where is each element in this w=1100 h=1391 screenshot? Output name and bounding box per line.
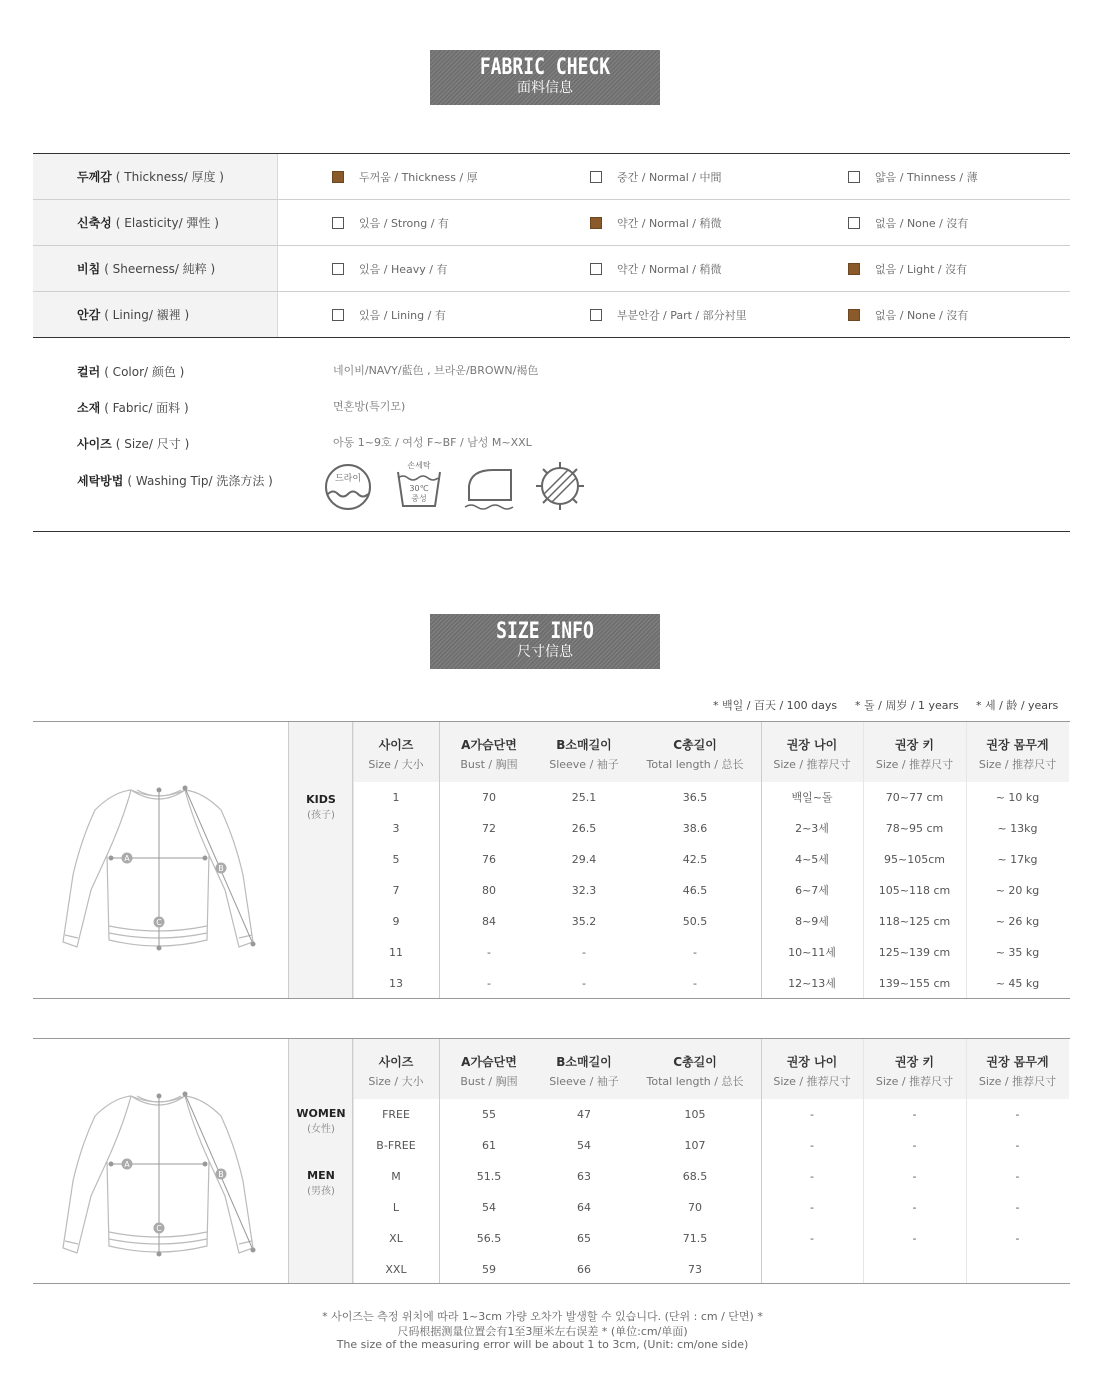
size-grid bbox=[288, 1039, 1070, 1283]
table-cell bbox=[761, 1254, 863, 1285]
fabric-option-label: 두꺼움 / Thickness / 厚 bbox=[359, 170, 478, 184]
table-cell: 84 bbox=[482, 915, 496, 928]
table-cell: - bbox=[810, 1108, 814, 1121]
table-cell: 55 bbox=[482, 1108, 496, 1121]
table-cell: - bbox=[810, 1232, 814, 1245]
kids-size-table bbox=[33, 721, 1070, 999]
table-cell: - bbox=[693, 946, 697, 959]
category-label: MEN (男孩) bbox=[307, 1169, 335, 1197]
note-1year: * 돌 / 周岁 / 1 years bbox=[855, 699, 959, 712]
fabric-option[interactable] bbox=[848, 292, 968, 337]
size-info-title: SIZE INFO bbox=[496, 619, 594, 644]
fabric-option[interactable] bbox=[332, 292, 446, 337]
table-cell: 59 bbox=[482, 1263, 496, 1276]
svg-text:손세탁: 손세탁 bbox=[407, 461, 431, 470]
table-cell: 9 bbox=[392, 915, 400, 928]
column-header: B소매길이 Sleeve / 袖子 bbox=[539, 1039, 629, 1099]
fabric-value: 면혼방(특기모) bbox=[333, 400, 406, 413]
note-100days: * 백일 / 百天 / 100 days bbox=[713, 699, 838, 712]
measure-c-marker bbox=[154, 1223, 165, 1234]
table-cell: 47 bbox=[577, 1108, 591, 1121]
svg-text:C: C bbox=[156, 918, 162, 927]
column-header: C총길이 Total length / 总长 bbox=[629, 722, 761, 782]
fabric-option-label: 있음 / Strong / 有 bbox=[359, 216, 449, 230]
table-cell: - bbox=[912, 1139, 917, 1152]
table-cell: ~ 20 kg bbox=[995, 884, 1040, 897]
fabric-option-label: 중간 / Normal / 中間 bbox=[617, 170, 722, 184]
fabric-row bbox=[33, 200, 1070, 246]
fabric-check-subtitle: 面料信息 bbox=[517, 80, 573, 96]
checkbox-unchecked[interactable] bbox=[590, 171, 602, 183]
fabric-row bbox=[33, 292, 1070, 338]
fabric-option-label: 없음 / None / 沒有 bbox=[875, 216, 969, 230]
table-cell: 70 bbox=[482, 791, 496, 804]
table-cell: - bbox=[582, 946, 586, 959]
table-cell: - bbox=[810, 1139, 814, 1152]
table-cell: 72 bbox=[482, 822, 496, 835]
table-cell: XXL bbox=[385, 1263, 407, 1276]
hand-wash-icon bbox=[398, 460, 440, 506]
measure-b-marker bbox=[216, 1169, 227, 1180]
table-cell: - bbox=[912, 1170, 917, 1183]
sweater-diagram bbox=[33, 1036, 288, 1276]
checkbox-checked[interactable] bbox=[848, 263, 860, 275]
table-cell: 50.5 bbox=[682, 915, 708, 928]
table-cell: ~ 26 kg bbox=[995, 915, 1040, 928]
column-header: 사이즈 Size / 大小 bbox=[353, 1039, 439, 1099]
table-cell: 95~105cm bbox=[884, 853, 945, 866]
column-header: 권장 나이 Size / 推荐尺寸 bbox=[761, 722, 863, 782]
table-cell: L bbox=[392, 1201, 400, 1214]
fabric-option-label: 없음 / None / 沒有 bbox=[875, 308, 969, 322]
table-cell: 12~13세 bbox=[788, 977, 836, 990]
table-cell: 7 bbox=[392, 884, 400, 897]
fabric-option[interactable] bbox=[332, 154, 478, 199]
table-cell: ~ 45 kg bbox=[995, 977, 1040, 990]
size-info-subtitle: 尺寸信息 bbox=[517, 644, 573, 660]
svg-text:B: B bbox=[218, 864, 224, 873]
fabric-option[interactable] bbox=[848, 154, 978, 199]
column-header: 사이즈 Size / 大小 bbox=[353, 722, 439, 782]
table-cell: 4~5세 bbox=[795, 853, 829, 866]
column-header: 권장 몸무게 Size / 推荐尺寸 bbox=[966, 722, 1069, 782]
table-cell: - bbox=[1015, 1201, 1020, 1214]
fabric-option[interactable] bbox=[332, 200, 449, 245]
table-cell: 80 bbox=[482, 884, 496, 897]
table-cell: 139~155 cm bbox=[878, 977, 951, 990]
checkbox-unchecked[interactable] bbox=[332, 217, 344, 229]
table-cell: - bbox=[912, 1201, 917, 1214]
table-cell: 6~7세 bbox=[795, 884, 829, 897]
svg-text:B: B bbox=[218, 1170, 224, 1179]
table-cell: - bbox=[1015, 1108, 1020, 1121]
table-cell: 25.1 bbox=[571, 791, 597, 804]
table-cell: FREE bbox=[382, 1108, 410, 1121]
fabric-check-title: FABRIC CHECK bbox=[479, 55, 611, 80]
table-cell: 65 bbox=[577, 1232, 591, 1245]
table-cell: 71.5 bbox=[682, 1232, 708, 1245]
table-cell: XL bbox=[389, 1232, 403, 1245]
product-info-block bbox=[33, 338, 1070, 532]
color-label: 컬러 ( Color/ 颜色 ) bbox=[77, 365, 185, 379]
table-cell: 73 bbox=[688, 1263, 702, 1276]
table-cell: - bbox=[1015, 1139, 1020, 1152]
table-cell: M bbox=[391, 1170, 401, 1183]
table-cell bbox=[966, 1254, 1069, 1285]
washing-label: 세탁방법 ( Washing Tip/ 洗涤方法 ) bbox=[77, 474, 273, 488]
table-cell: 35.2 bbox=[571, 915, 597, 928]
table-cell: 1 bbox=[392, 791, 400, 804]
svg-text:30℃: 30℃ bbox=[409, 484, 429, 493]
table-cell: 105~118 cm bbox=[878, 884, 951, 897]
column-header: 권장 나이 Size / 推荐尺寸 bbox=[761, 1039, 863, 1099]
table-cell: ~ 13kg bbox=[997, 822, 1038, 835]
table-cell: ~ 17kg bbox=[997, 853, 1038, 866]
checkbox-checked[interactable] bbox=[590, 217, 602, 229]
category-label: WOMEN (女性) bbox=[296, 1107, 346, 1135]
table-cell: ~ 10 kg bbox=[995, 791, 1040, 804]
table-cell: - bbox=[693, 977, 697, 990]
fabric-option-label: 약간 / Normal / 稍微 bbox=[617, 262, 722, 276]
checkbox-checked[interactable] bbox=[848, 309, 860, 321]
column-header: A가슴단면 Bust / 胸围 bbox=[439, 1039, 539, 1099]
size-value: 아동 1~9호 / 여성 F~BF / 남성 M~XXL bbox=[333, 436, 532, 449]
table-cell: - bbox=[487, 946, 491, 959]
fabric-option-label: 부분안감 / Part / 部分衬里 bbox=[617, 308, 747, 322]
column-header: C총길이 Total length / 总长 bbox=[629, 1039, 761, 1099]
size-grid bbox=[288, 722, 1070, 998]
table-cell: 61 bbox=[482, 1139, 496, 1152]
fabric-option[interactable] bbox=[590, 246, 721, 291]
column-header: 권장 몸무게 Size / 推荐尺寸 bbox=[966, 1039, 1069, 1099]
table-cell: 32.3 bbox=[571, 884, 597, 897]
table-cell: 54 bbox=[482, 1201, 496, 1214]
table-cell: - bbox=[1015, 1170, 1020, 1183]
svg-text:C: C bbox=[156, 1224, 162, 1233]
footer-note-en: The size of the measuring error will be about 1 to 3cm, (Unit: cm/one side) bbox=[336, 1338, 749, 1351]
table-cell: 11 bbox=[389, 946, 403, 959]
table-cell: 64 bbox=[577, 1201, 591, 1214]
iron-icon bbox=[465, 470, 513, 509]
measure-b-marker bbox=[216, 863, 227, 874]
table-cell: 26.5 bbox=[571, 822, 597, 835]
table-cell: 125~139 cm bbox=[878, 946, 951, 959]
note-years: * 세 / 龄 / years bbox=[976, 699, 1059, 712]
svg-text:A: A bbox=[124, 854, 130, 863]
table-cell: 13 bbox=[389, 977, 403, 990]
checkbox-checked[interactable] bbox=[332, 171, 344, 183]
table-cell: 5 bbox=[392, 853, 400, 866]
checkbox-unchecked[interactable] bbox=[848, 171, 860, 183]
table-cell: ~ 35 kg bbox=[995, 946, 1040, 959]
column-header: A가슴단면 Bust / 胸围 bbox=[439, 722, 539, 782]
table-cell bbox=[863, 1254, 966, 1285]
table-cell: - bbox=[1015, 1232, 1020, 1245]
fabric-row-label: 신축성 ( Elasticity/ 彈性 ) bbox=[33, 200, 278, 245]
sweater-diagram bbox=[33, 730, 288, 970]
table-cell: 29.4 bbox=[571, 853, 597, 866]
washing-icons bbox=[323, 460, 593, 516]
table-cell: 76 bbox=[482, 853, 496, 866]
fabric-row bbox=[33, 154, 1070, 200]
dry-clean-icon bbox=[326, 465, 370, 509]
fabric-option[interactable] bbox=[590, 154, 721, 199]
fabric-option[interactable] bbox=[332, 246, 447, 291]
svg-text:드라이: 드라이 bbox=[334, 474, 362, 484]
table-cell: - bbox=[487, 977, 491, 990]
table-cell: 70 bbox=[688, 1201, 702, 1214]
column-header: 권장 키 Size / 推荐尺寸 bbox=[863, 1039, 966, 1099]
table-cell: 118~125 cm bbox=[878, 915, 951, 928]
fabric-option[interactable] bbox=[848, 246, 967, 291]
column-header: B소매길이 Sleeve / 袖子 bbox=[539, 722, 629, 782]
footer-note-ko: * 사이즈는 측정 위치에 따라 1~3cm 가량 오차가 발생할 수 있습니다. (단위 : cm / 단면) * bbox=[322, 1310, 763, 1323]
fabric-option[interactable] bbox=[590, 200, 721, 245]
table-cell: 56.5 bbox=[476, 1232, 502, 1245]
measure-c-marker bbox=[154, 917, 165, 928]
table-cell: B-FREE bbox=[376, 1139, 416, 1152]
table-cell: 백일~돌 bbox=[791, 791, 833, 804]
fabric-option-label: 없음 / Light / 沒有 bbox=[875, 262, 968, 276]
checkbox-unchecked[interactable] bbox=[332, 309, 344, 321]
fabric-label: 소재 ( Fabric/ 面料 ) bbox=[77, 401, 189, 415]
footer-note-cn: 尺码根据测量位置会有1至3厘米左右误差 * (单位:cm/单面) bbox=[397, 1325, 688, 1338]
table-cell: 36.5 bbox=[682, 791, 708, 804]
table-cell: - bbox=[912, 1232, 917, 1245]
checkbox-unchecked[interactable] bbox=[848, 217, 860, 229]
size-info-banner bbox=[430, 614, 660, 669]
table-cell: - bbox=[582, 977, 586, 990]
fabric-option-label: 약간 / Normal / 稍微 bbox=[617, 216, 722, 230]
fabric-row-label: 두께감 ( Thickness/ 厚度 ) bbox=[33, 154, 278, 199]
column-header: 권장 키 Size / 推荐尺寸 bbox=[863, 722, 966, 782]
measure-a-marker bbox=[122, 853, 133, 864]
checkbox-unchecked[interactable] bbox=[590, 263, 602, 275]
table-cell: 105 bbox=[684, 1108, 706, 1121]
no-tumble-dry-icon bbox=[536, 462, 584, 510]
fabric-check-table bbox=[33, 153, 1070, 338]
fabric-option[interactable] bbox=[590, 292, 747, 337]
category-label: KIDS (孩子) bbox=[306, 793, 336, 821]
svg-text:A: A bbox=[124, 1160, 130, 1169]
checkbox-unchecked[interactable] bbox=[590, 309, 602, 321]
table-cell: 3 bbox=[392, 822, 400, 835]
table-cell: 68.5 bbox=[682, 1170, 708, 1183]
fabric-check-banner bbox=[430, 50, 660, 105]
table-cell: - bbox=[810, 1170, 814, 1183]
fabric-row bbox=[33, 246, 1070, 292]
size-label: 사이즈 ( Size/ 尺寸 ) bbox=[77, 437, 190, 451]
checkbox-unchecked[interactable] bbox=[332, 263, 344, 275]
fabric-option-label: 있음 / Lining / 有 bbox=[359, 308, 446, 322]
fabric-row-label: 안감 ( Lining/ 襯裡 ) bbox=[33, 292, 278, 337]
table-cell: 46.5 bbox=[682, 884, 708, 897]
table-cell: 2~3세 bbox=[795, 822, 829, 835]
table-cell: 54 bbox=[577, 1139, 591, 1152]
table-cell: - bbox=[912, 1108, 917, 1121]
fabric-option[interactable] bbox=[848, 200, 968, 245]
fabric-option-label: 얇음 / Thinness / 薄 bbox=[875, 170, 978, 184]
adult-size-table bbox=[33, 1038, 1070, 1284]
table-cell: 38.6 bbox=[682, 822, 708, 835]
measure-a-marker bbox=[122, 1159, 133, 1170]
table-cell: 107 bbox=[684, 1139, 706, 1152]
table-cell: 10~11세 bbox=[788, 946, 836, 959]
table-cell: 70~77 cm bbox=[885, 791, 944, 804]
table-cell: 66 bbox=[577, 1263, 591, 1276]
table-cell: - bbox=[810, 1201, 814, 1214]
color-value: 네이비/NAVY/藍色 , 브라운/BROWN/褐色 bbox=[333, 364, 539, 377]
table-cell: 63 bbox=[577, 1170, 591, 1183]
fabric-option-label: 있음 / Heavy / 有 bbox=[359, 262, 448, 276]
table-cell: 42.5 bbox=[682, 853, 708, 866]
category-column bbox=[289, 722, 353, 998]
category-column bbox=[289, 1039, 353, 1283]
table-cell: 78~95 cm bbox=[885, 822, 944, 835]
svg-text:중성: 중성 bbox=[411, 494, 427, 503]
table-cell: 51.5 bbox=[476, 1170, 502, 1183]
fabric-row-label: 비침 ( Sheerness/ 純粹 ) bbox=[33, 246, 278, 291]
table-cell: 8~9세 bbox=[795, 915, 829, 928]
